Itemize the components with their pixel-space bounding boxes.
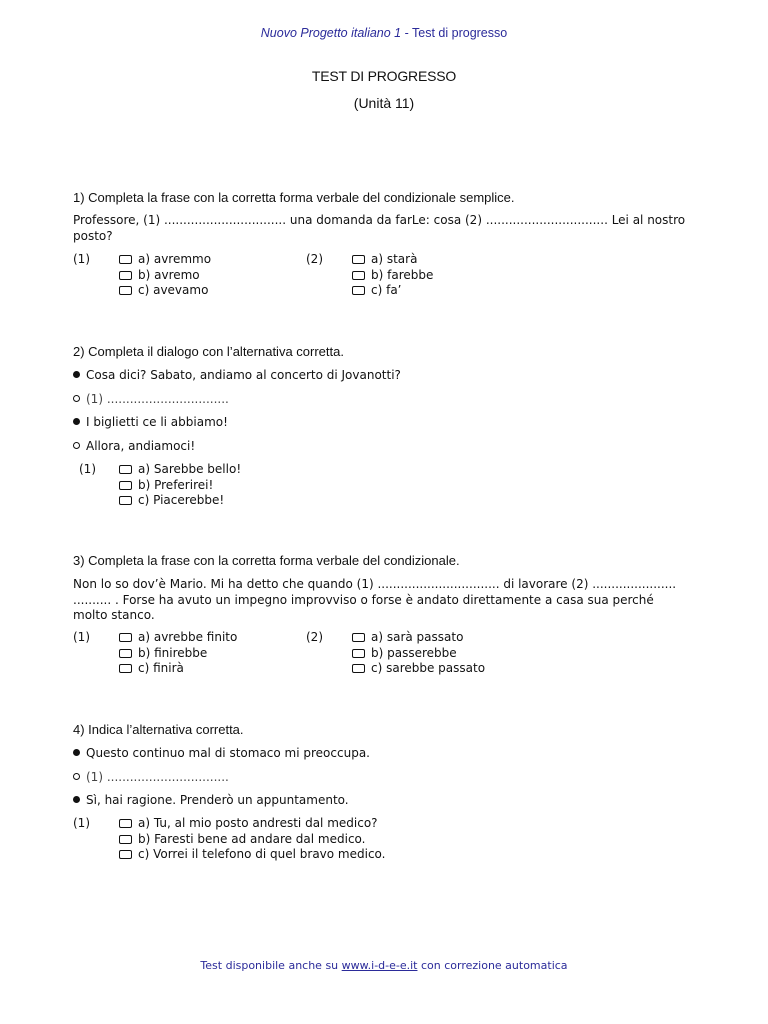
q1-sentence-line: Professore, (1) ................................ una domanda da farLe: cosa (2) ................................ Lei al nostro bbox=[73, 213, 686, 227]
option-label: b) avremo bbox=[138, 267, 200, 282]
page-subtitle: (Unità 11) bbox=[353, 95, 415, 111]
q2-title: 2) Completa il dialogo con l’alternativa corretta. bbox=[73, 344, 344, 359]
q3-1-option-c[interactable] bbox=[119, 661, 237, 677]
q2-group-1-number: (1) bbox=[79, 462, 96, 476]
footer-pre: Test disponibile anche su bbox=[200, 959, 342, 972]
ring-bullet-icon bbox=[73, 395, 80, 402]
option-label: a) starà bbox=[371, 252, 418, 266]
option-label: a) Tu, al mio posto andresti dal medico? bbox=[138, 816, 378, 830]
dialog-text: (1) ................................ bbox=[86, 392, 229, 406]
checkbox-icon[interactable] bbox=[352, 633, 365, 642]
option-label: b) passerebbe bbox=[371, 645, 457, 660]
q1-sentence bbox=[73, 213, 698, 244]
checkbox-icon[interactable] bbox=[119, 255, 132, 264]
dialog-text: I biglietti ce li abbiamo! bbox=[86, 415, 228, 429]
q3-1-option-a[interactable] bbox=[119, 630, 237, 646]
page-footer bbox=[0, 959, 768, 972]
q3-2-option-b[interactable] bbox=[352, 646, 485, 662]
q1-sentence-line: posto? bbox=[73, 228, 113, 243]
dialog-text: Sì, hai ragione. Prenderò un appuntamento. bbox=[86, 793, 349, 807]
q1-group-1-number: (1) bbox=[73, 252, 90, 266]
option-label: c) fa’ bbox=[371, 283, 402, 297]
checkbox-icon[interactable] bbox=[119, 649, 132, 658]
option-label: b) Preferirei! bbox=[138, 477, 214, 492]
q1-1-option-b[interactable] bbox=[119, 268, 211, 284]
q2-1-option-c[interactable] bbox=[119, 493, 241, 509]
q4-1-option-c[interactable] bbox=[119, 847, 386, 863]
page-header bbox=[0, 26, 768, 40]
q4-dialog-line bbox=[73, 770, 229, 785]
option-label: c) Piacerebbe! bbox=[138, 493, 225, 507]
q1-group-2-number: (2) bbox=[306, 252, 323, 266]
q2-dialog-line bbox=[73, 415, 228, 430]
option-label: c) sarebbe passato bbox=[371, 661, 486, 675]
q4-1-option-b[interactable] bbox=[119, 832, 386, 848]
header-book-title: Nuovo Progetto italiano 1 bbox=[260, 26, 402, 40]
option-label: a) avrebbe finito bbox=[138, 630, 238, 644]
footer-link[interactable]: www.i-d-e-e.it bbox=[341, 959, 418, 972]
q3-1-option-b[interactable] bbox=[119, 646, 237, 662]
dialog-text: (1) ................................ bbox=[86, 770, 229, 784]
q2-1-option-a[interactable] bbox=[119, 462, 241, 478]
q1-2-option-b[interactable] bbox=[352, 268, 433, 284]
option-label: b) Faresti bene ad andare dal medico. bbox=[138, 831, 366, 846]
option-label: a) Sarebbe bello! bbox=[138, 462, 242, 476]
option-label: c) finirà bbox=[138, 661, 184, 675]
page-title: TEST DI PROGRESSO bbox=[311, 68, 457, 84]
q4-group-1-number: (1) bbox=[73, 816, 90, 830]
checkbox-icon[interactable] bbox=[352, 271, 365, 280]
checkbox-icon[interactable] bbox=[352, 649, 365, 658]
checkbox-icon[interactable] bbox=[119, 481, 132, 490]
q2-dialog-line bbox=[73, 368, 401, 383]
footer-post: con correzione automatica bbox=[417, 959, 568, 972]
q1-1-option-c[interactable] bbox=[119, 283, 211, 299]
q3-sentence-line: .......... . Forse ha avuto un impegno improvviso o forse è andato direttamente a casa sua perché bbox=[73, 592, 654, 607]
q1-2-option-c[interactable] bbox=[352, 283, 433, 299]
q3-group-1-number: (1) bbox=[73, 630, 90, 644]
checkbox-icon[interactable] bbox=[119, 664, 132, 673]
checkbox-icon[interactable] bbox=[119, 819, 132, 828]
q3-sentence-line: Non lo so dov’è Mario. Mi ha detto che quando (1) ................................ di lavorare (2) ...................... bbox=[73, 577, 677, 591]
q4-dialog-line bbox=[73, 793, 349, 808]
bullet-icon bbox=[73, 371, 80, 378]
checkbox-icon[interactable] bbox=[119, 286, 132, 295]
option-label: c) avevamo bbox=[138, 283, 209, 297]
q4-title: 4) Indica l’alternativa corretta. bbox=[73, 722, 244, 737]
option-label: b) farebbe bbox=[371, 267, 434, 282]
q2-1-option-b[interactable] bbox=[119, 478, 241, 494]
checkbox-icon[interactable] bbox=[119, 496, 132, 505]
q1-1-option-a[interactable] bbox=[119, 252, 211, 268]
checkbox-icon[interactable] bbox=[352, 286, 365, 295]
bullet-icon bbox=[73, 796, 80, 803]
ring-bullet-icon bbox=[73, 442, 80, 449]
q3-group-2-number: (2) bbox=[306, 630, 323, 644]
checkbox-icon[interactable] bbox=[119, 835, 132, 844]
q3-2-option-c[interactable] bbox=[352, 661, 485, 677]
q4-dialog-line bbox=[73, 746, 370, 761]
option-label: a) sarà passato bbox=[371, 630, 464, 644]
q3-sentence-line: molto stanco. bbox=[73, 608, 155, 622]
q1-2-option-a[interactable] bbox=[352, 252, 433, 268]
checkbox-icon[interactable] bbox=[119, 271, 132, 280]
checkbox-icon[interactable] bbox=[119, 850, 132, 859]
q1-title: 1) Completa la frase con la corretta forma verbale del condizionale semplice. bbox=[73, 190, 515, 205]
option-label: a) avremmo bbox=[138, 252, 212, 266]
q3-sentence bbox=[73, 577, 698, 624]
q3-2-option-a[interactable] bbox=[352, 630, 485, 646]
dialog-text: Allora, andiamoci! bbox=[86, 439, 196, 453]
q2-dialog-line bbox=[73, 439, 195, 454]
checkbox-icon[interactable] bbox=[352, 664, 365, 673]
header-subtitle: - Test di progresso bbox=[401, 26, 508, 40]
option-label: c) Vorrei il telefono di quel bravo medico. bbox=[138, 847, 386, 861]
bullet-icon bbox=[73, 418, 80, 425]
bullet-icon bbox=[73, 749, 80, 756]
dialog-text: Questo continuo mal di stomaco mi preoccupa. bbox=[86, 746, 370, 760]
checkbox-icon[interactable] bbox=[119, 633, 132, 642]
dialog-text: Cosa dici? Sabato, andiamo al concerto di Jovanotti? bbox=[86, 368, 401, 382]
checkbox-icon[interactable] bbox=[119, 465, 132, 474]
option-label: b) finirebbe bbox=[138, 645, 208, 660]
ring-bullet-icon bbox=[73, 773, 80, 780]
q3-title: 3) Completa la frase con la corretta forma verbale del condizionale. bbox=[73, 553, 460, 568]
q2-dialog-line bbox=[73, 392, 229, 407]
q4-1-option-a[interactable] bbox=[119, 816, 386, 832]
checkbox-icon[interactable] bbox=[352, 255, 365, 264]
